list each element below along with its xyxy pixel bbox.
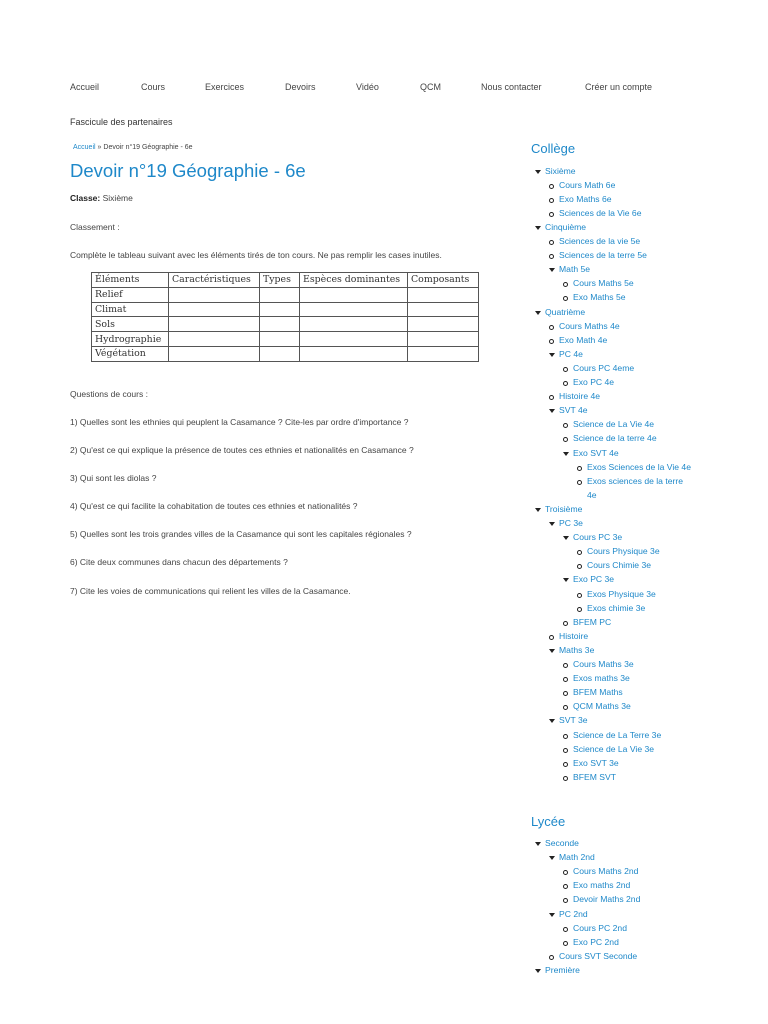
- sidebar-link[interactable]: Math 2nd: [559, 852, 595, 863]
- sidebar-link[interactable]: Science de la terre 4e: [573, 433, 657, 444]
- table-cell: [300, 287, 408, 302]
- breadcrumb-current: Devoir n°19 Géographie - 6e: [103, 144, 193, 151]
- sidebar-link[interactable]: Exos Sciences de la Vie 4e: [587, 461, 691, 472]
- instruction-text: Complète le tableau suivant avec les éléments tirés de ton cours. Ne pas remplir les cases inutiles.: [70, 250, 442, 260]
- bullet-circle-icon: [563, 870, 568, 875]
- table-cell: [408, 317, 479, 332]
- bullet-circle-icon: [563, 437, 568, 442]
- table-header: Espèces dominantes: [300, 273, 408, 288]
- table-cell: [260, 287, 300, 302]
- expand-triangle-icon[interactable]: [549, 649, 555, 653]
- bullet-circle-icon: [563, 776, 568, 781]
- breadcrumb-home-link[interactable]: Accueil: [73, 144, 96, 151]
- sidebar-link[interactable]: Cours SVT Seconde: [559, 950, 638, 961]
- table-cell: [408, 287, 479, 302]
- expand-triangle-icon[interactable]: [535, 226, 541, 230]
- nav-create-account[interactable]: Créer un compte: [585, 82, 653, 92]
- bullet-circle-icon: [563, 927, 568, 932]
- bullet-circle-icon: [563, 941, 568, 946]
- sidebar-link[interactable]: Cinquième: [545, 221, 587, 232]
- question-6: 6) Cite deux communes dans chacun des départements ?: [70, 557, 288, 567]
- sidebar-link[interactable]: Exo PC 4e: [573, 377, 615, 387]
- nav-partners-link[interactable]: Fascicule des partenaires: [70, 117, 173, 127]
- nav-video[interactable]: Vidéo: [356, 82, 379, 92]
- sidebar-link[interactable]: Sciences de la vie 5e: [559, 236, 641, 246]
- table-cell: [300, 332, 408, 347]
- sidebar-link[interactable]: Première: [545, 964, 580, 975]
- sidebar-link[interactable]: Cours Chimie 3e: [587, 560, 651, 571]
- sidebar-lycee-title: Lycée: [531, 814, 566, 829]
- sidebar-link[interactable]: Cours Maths 3e: [573, 659, 634, 669]
- table-row: [92, 287, 479, 302]
- expand-triangle-icon[interactable]: [535, 508, 541, 512]
- bullet-circle-icon: [563, 691, 568, 696]
- bullet-circle-icon: [563, 621, 568, 626]
- table-header-row: [92, 273, 479, 288]
- sidebar-link[interactable]: Cours Math 6e: [559, 179, 616, 190]
- bullet-circle-icon: [577, 550, 582, 555]
- expand-triangle-icon[interactable]: [549, 353, 555, 357]
- table-row: [92, 302, 479, 317]
- expand-triangle-icon[interactable]: [535, 842, 541, 846]
- sidebar-link[interactable]: Exo maths 2nd: [573, 880, 631, 891]
- sidebar-link[interactable]: Math 5e: [559, 264, 591, 275]
- bullet-circle-icon: [549, 240, 554, 245]
- classe-label: Classe:: [70, 193, 101, 203]
- expand-triangle-icon[interactable]: [549, 913, 555, 917]
- sidebar-link[interactable]: Exo SVT 3e: [573, 757, 619, 768]
- nav-contact[interactable]: Nous contacter: [481, 82, 542, 92]
- bullet-circle-icon: [563, 898, 568, 903]
- table-row-label: Hydrographie: [92, 332, 169, 347]
- sidebar-link[interactable]: SVT 3e: [559, 715, 588, 726]
- sidebar-link[interactable]: Cours PC 4eme: [573, 362, 635, 373]
- question-3: 3) Qui sont les diolas ?: [70, 473, 157, 483]
- sidebar-link[interactable]: BFEM PC: [573, 616, 612, 627]
- sidebar-link[interactable]: Exos sciences de la terre: [587, 475, 684, 486]
- sidebar-link[interactable]: Maths 3e: [559, 644, 595, 655]
- classe-value: Sixième: [102, 193, 133, 203]
- question-7: 7) Cite les voies de communications qui relient les villes de la Casamance.: [70, 586, 351, 596]
- sidebar-link[interactable]: Exos chimie 3e: [587, 602, 646, 613]
- table-row: [92, 346, 479, 361]
- bullet-circle-icon: [577, 564, 582, 569]
- bullet-circle-icon: [577, 466, 582, 471]
- sidebar-link[interactable]: Science de La Vie 4e: [573, 419, 655, 430]
- nav-devoirs[interactable]: Devoirs: [285, 82, 316, 92]
- expand-triangle-icon[interactable]: [549, 409, 555, 413]
- question-1: 1) Quelles sont les ethnies qui peuplent la Casamance ? Cite-les par ordre d'importance ?: [70, 417, 409, 427]
- sidebar-link[interactable]: Science de La Terre 3e: [573, 729, 662, 740]
- classe-line: [70, 193, 133, 203]
- nav-accueil[interactable]: Accueil: [70, 82, 100, 92]
- bullet-circle-icon: [563, 705, 568, 710]
- question-2: 2) Qu'est ce qui explique la présence de toutes ces ethnies et nationalités en Casamance ?: [70, 445, 414, 455]
- table-header: Types: [260, 273, 300, 288]
- sidebar-link-continuation[interactable]: 4e: [587, 489, 597, 500]
- table-cell: [260, 346, 300, 361]
- classement-text: Classement :: [70, 222, 120, 232]
- table-cell: [408, 332, 479, 347]
- bullet-circle-icon: [549, 212, 554, 217]
- expand-triangle-icon[interactable]: [535, 311, 541, 315]
- bullet-circle-icon: [577, 480, 582, 485]
- expand-triangle-icon[interactable]: [563, 452, 569, 456]
- bullet-circle-icon: [563, 677, 568, 682]
- sidebar-link[interactable]: Exo Math 4e: [559, 334, 608, 345]
- breadcrumb: [73, 144, 193, 151]
- table-cell: [300, 302, 408, 317]
- table-row-label: Végétation: [92, 346, 169, 361]
- sidebar-link[interactable]: Cours PC 2nd: [573, 922, 627, 933]
- sidebar-link[interactable]: Devoir Maths 2nd: [573, 894, 641, 905]
- question-4: 4) Qu'est ce qui facilite la cohabitation de toutes ces ethnies et nationalités ?: [70, 501, 358, 511]
- sidebar-link[interactable]: Sciences de la terre 5e: [559, 250, 647, 261]
- expand-triangle-icon[interactable]: [549, 268, 555, 272]
- table-cell: [169, 346, 260, 361]
- bullet-circle-icon: [563, 748, 568, 753]
- bullet-circle-icon: [563, 663, 568, 668]
- expand-triangle-icon[interactable]: [563, 578, 569, 582]
- sidebar-link[interactable]: Exo PC 2nd: [573, 936, 619, 947]
- sidebar-link[interactable]: Exos maths 3e: [573, 673, 630, 684]
- bullet-circle-icon: [563, 734, 568, 739]
- table-cell: [260, 302, 300, 317]
- expand-triangle-icon[interactable]: [535, 969, 541, 973]
- sidebar-link[interactable]: Cours PC 3e: [573, 532, 623, 543]
- table-row: [92, 317, 479, 332]
- sidebar-college-title: Collège: [531, 141, 576, 156]
- table-cell: [260, 332, 300, 347]
- breadcrumb-separator: »: [97, 144, 102, 151]
- sidebar-link[interactable]: QCM Maths 3e: [573, 701, 631, 712]
- table-cell: [169, 287, 260, 302]
- sidebar-link[interactable]: SVT 4e: [559, 405, 588, 416]
- bullet-circle-icon: [549, 198, 554, 203]
- bullet-circle-icon: [549, 254, 554, 259]
- table-cell: [408, 346, 479, 361]
- sidebar-link[interactable]: Exos Physique 3e: [587, 588, 656, 599]
- sidebar-link[interactable]: Histoire: [559, 630, 589, 641]
- sidebar-link[interactable]: Science de La Vie 3e: [573, 743, 655, 754]
- sidebar-link[interactable]: BFEM SVT: [573, 771, 616, 782]
- expand-triangle-icon[interactable]: [549, 856, 555, 860]
- sidebar-link[interactable]: PC 2nd: [559, 908, 588, 919]
- table-cell: [169, 317, 260, 332]
- question-5: 5) Quelles sont les trois grandes villes de la Casamance qui sont les capitales régionales ?: [70, 529, 412, 539]
- expand-triangle-icon[interactable]: [563, 536, 569, 540]
- bullet-circle-icon: [563, 296, 568, 301]
- table-row: [92, 332, 479, 347]
- table-cell: [300, 346, 408, 361]
- exercise-table: [91, 272, 479, 362]
- table-row-label: Relief: [92, 287, 169, 302]
- sidebar-link[interactable]: Exo PC 3e: [573, 574, 615, 585]
- sidebar-link[interactable]: Exo Maths 6e: [559, 193, 612, 204]
- sidebar-link[interactable]: Cours Maths 4e: [559, 320, 620, 331]
- table-header: Composants: [408, 273, 479, 288]
- table-cell: [169, 302, 260, 317]
- sidebar-link[interactable]: Histoire 4e: [559, 391, 601, 402]
- expand-triangle-icon[interactable]: [535, 170, 541, 174]
- bullet-circle-icon: [549, 325, 554, 330]
- sidebar-link[interactable]: Cours Physique 3e: [587, 546, 660, 557]
- bullet-circle-icon: [563, 282, 568, 287]
- bullet-circle-icon: [563, 381, 568, 386]
- sidebar-link[interactable]: Exo SVT 4e: [573, 447, 619, 458]
- sidebar-link[interactable]: Cours Maths 5e: [573, 278, 634, 289]
- page-title: Devoir n°19 Géographie - 6e: [70, 160, 306, 181]
- sidebar-link[interactable]: BFEM Maths: [573, 687, 623, 698]
- bullet-circle-icon: [549, 635, 554, 640]
- table-cell: [169, 332, 260, 347]
- bullet-circle-icon: [577, 593, 582, 598]
- sidebar-link[interactable]: PC 3e: [559, 518, 583, 528]
- expand-triangle-icon[interactable]: [549, 522, 555, 526]
- sidebar-link[interactable]: Sixième: [545, 165, 576, 176]
- sidebar-link[interactable]: Quatrième: [545, 306, 586, 317]
- bullet-circle-icon: [563, 884, 568, 889]
- bullet-circle-icon: [549, 184, 554, 189]
- sidebar-link[interactable]: Cours Maths 2nd: [573, 866, 639, 877]
- bullet-circle-icon: [549, 339, 554, 344]
- sidebar-link[interactable]: Seconde: [545, 838, 579, 848]
- nav-qcm[interactable]: QCM: [420, 82, 441, 92]
- bullet-circle-icon: [577, 607, 582, 612]
- bullet-circle-icon: [563, 367, 568, 372]
- sidebar-link[interactable]: Sciences de la Vie 6e: [559, 207, 642, 218]
- table-cell: [408, 302, 479, 317]
- table-cell: [300, 317, 408, 332]
- questions-title: Questions de cours :: [70, 389, 148, 399]
- expand-triangle-icon[interactable]: [549, 719, 555, 723]
- bullet-circle-icon: [563, 762, 568, 767]
- bullet-circle-icon: [549, 955, 554, 960]
- table-header: Caractéristiques: [169, 273, 260, 288]
- sidebar-link[interactable]: Troisième: [545, 503, 583, 514]
- bullet-circle-icon: [563, 423, 568, 428]
- table-row-label: Sols: [92, 317, 169, 332]
- nav-cours[interactable]: Cours: [141, 82, 166, 92]
- table-header: Éléments: [92, 273, 169, 288]
- sidebar-link[interactable]: Exo Maths 5e: [573, 292, 626, 303]
- bullet-circle-icon: [549, 395, 554, 400]
- table-cell: [260, 317, 300, 332]
- nav-exercices[interactable]: Exercices: [205, 82, 245, 92]
- table-row-label: Climat: [92, 302, 169, 317]
- sidebar-link[interactable]: PC 4e: [559, 348, 583, 359]
